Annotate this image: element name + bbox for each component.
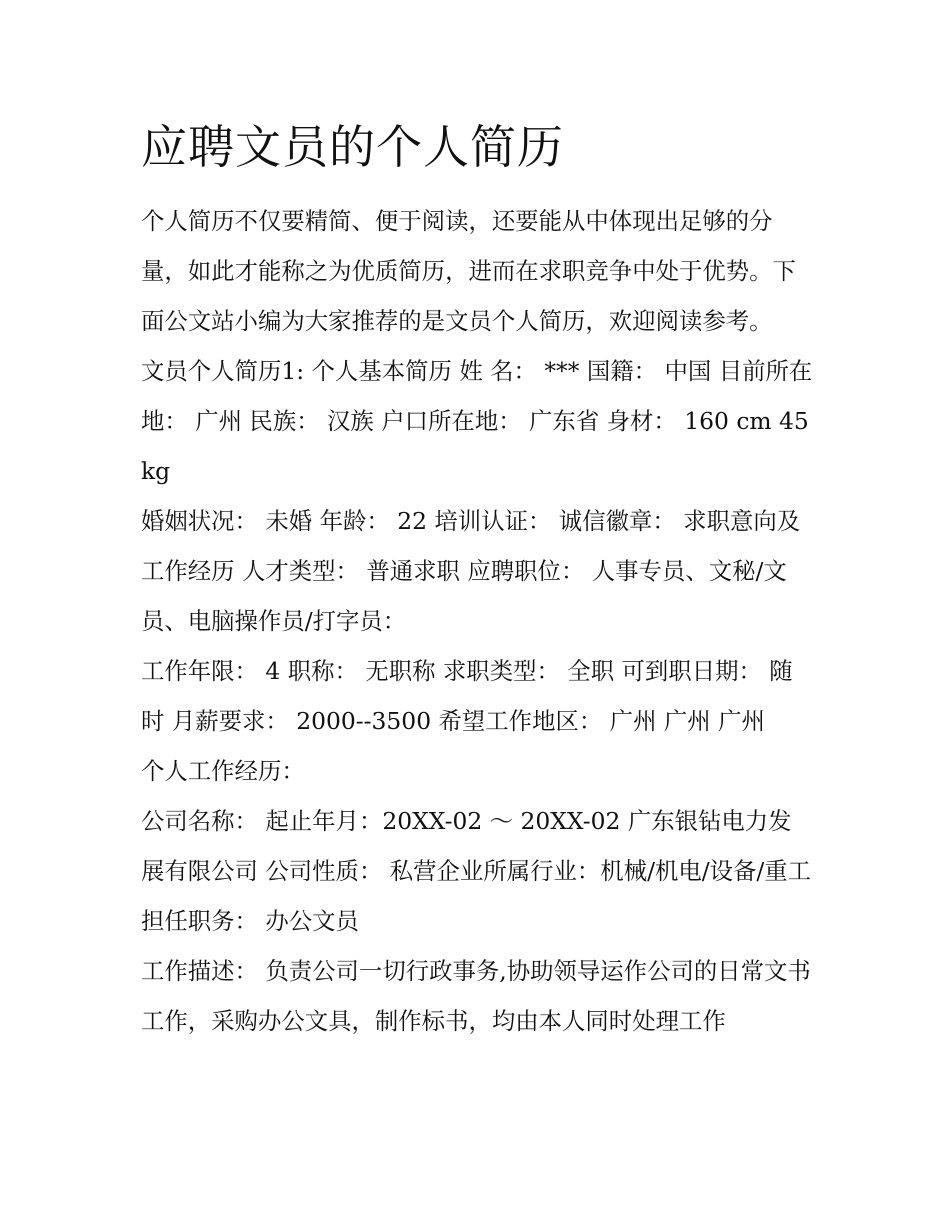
basic-info-paragraph: 文员个人简历1: 个人基本简历 姓 名： *** 国籍： 中国 目前所在地： 广州 民族： 汉族 户口所在地： 广东省 身材： 160 cm 45 kg	[141, 357, 813, 485]
document-title: 应聘文员的个人简历	[141, 120, 564, 174]
personal-status-paragraph: 婚姻状况： 未婚 年龄： 22 培训认证： 诚信徽章： 求职意向及工作经历 人才类型： 普通求职 应聘职位： 人事专员、文秘/文员、电脑操作员/打字员：	[141, 507, 801, 635]
job-description-paragraph: 工作描述： 负责公司一切行政事务,协助领导运作公司的日常文书工作，采购办公文具，制作标书，均由本人同时处理工作	[141, 957, 811, 1035]
work-history-heading: 个人工作经历：	[141, 757, 305, 785]
company-info-paragraph: 公司名称： 起止年月：20XX-02 ～ 20XX-02 广东银钻电力发展有限公司 公司性质： 私营企业所属行业：机械/机电/设备/重工 担任职务： 办公文员	[141, 807, 812, 935]
document-page	[141, 112, 813, 1046]
intro-paragraph: 个人简历不仅要精简、便于阅读，还要能从中体现出足够的分量，如此才能称之为优质简历，进而在求职竞争中处于优势。下面公文站小编为大家推荐的是文员个人简历，欢迎阅读参考。	[141, 207, 796, 335]
job-intent-paragraph: 工作年限： 4 职称： 无职称 求职类型： 全职 可到职日期： 随时 月薪要求： 2000--3500 希望工作地区： 广州 广州 广州	[141, 657, 793, 735]
